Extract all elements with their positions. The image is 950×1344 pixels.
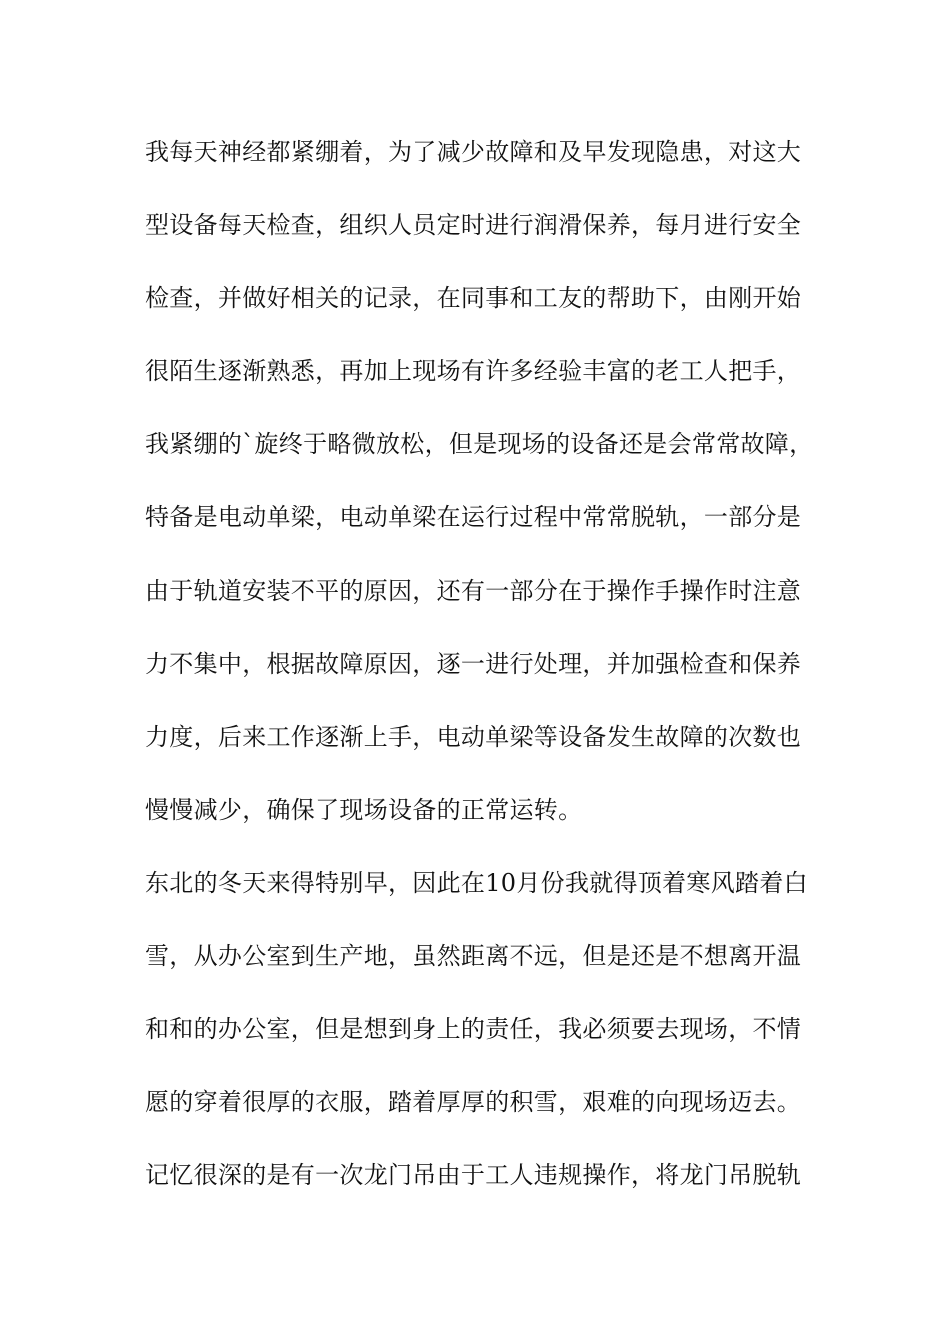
text-line: 雪，从办公室到生产地，虽然距离不远，但是还是不想离开温 bbox=[145, 942, 802, 971]
text-line: 特备是电动单梁，电动单梁在运行过程中常常脱轨，一部分是 bbox=[145, 503, 802, 532]
text-line: 慢慢减少，确保了现场设备的正常运转。 bbox=[145, 795, 583, 824]
text-line: 很陌生逐渐熟悉，再加上现场有许多经验丰富的老工人把手， bbox=[145, 357, 802, 386]
text-line: 检查，并做好相关的记录，在同事和工友的帮助下，由刚开始 bbox=[145, 284, 802, 313]
text-line: 记忆很深的是有一次龙门吊由于工人违规操作，将龙门吊脱轨 bbox=[145, 1161, 802, 1190]
text-line: 我每天神经都紧绷着，为了减少故障和及早发现隐患，对这大 bbox=[145, 138, 802, 166]
text-line: 型设备每天检查，组织人员定时进行润滑保养，每月进行安全 bbox=[145, 211, 802, 240]
text-line: 东北的冬天来得特别早，因此在10月份我就得顶着寒风踏着白 bbox=[145, 868, 808, 897]
text-line: 和和的办公室，但是想到身上的责任，我必须要去现场，不情 bbox=[145, 1015, 802, 1044]
text-line: 愿的穿着很厚的衣服，踏着厚厚的积雪，艰难的向现场迈去。 bbox=[145, 1088, 802, 1117]
document-body bbox=[145, 127, 815, 1223]
text-line: 我紧绷的`旋终于略微放松，但是现场的设备还是会常常故障， bbox=[145, 430, 814, 459]
text-line: 力不集中，根据故障原因，逐一进行处理，并加强检查和保养 bbox=[145, 649, 802, 678]
text-line: 由于轨道安装不平的原因，还有一部分在于操作手操作时注意 bbox=[145, 576, 802, 605]
text-line: 力度，后来工作逐渐上手，电动单梁等设备发生故障的次数也 bbox=[145, 722, 802, 751]
